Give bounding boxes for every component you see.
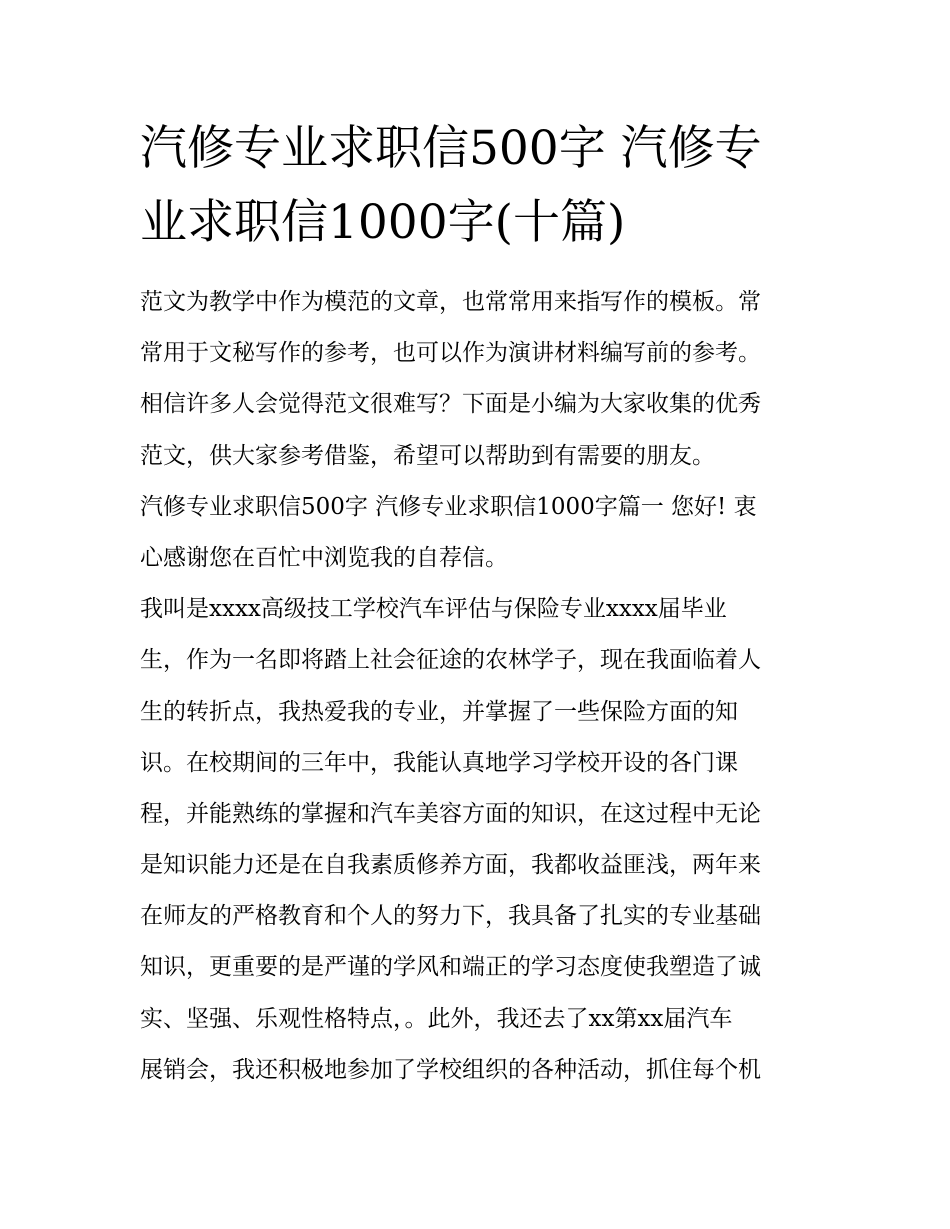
body-line: 展销会，我还积极地参加了学校组织的各种活动，抓住每个机	[140, 1056, 761, 1083]
body-line: 实、坚强、乐观性格特点，。此外，我还去了xx第xx届汽车	[140, 1005, 733, 1032]
document-body	[140, 277, 830, 1096]
body-line: 生，作为一名即将踏上社会征途的农林学子，现在我面临着人	[140, 647, 761, 674]
body-line: 知识，更重要的是严谨的学风和端正的学习态度使我塑造了诚	[140, 954, 761, 981]
body-line: 心感谢您在百忙中浏览我的自荐信。	[140, 544, 508, 571]
title-line-1: 汽修专业求职信500字 汽修专	[140, 121, 762, 176]
body-line: 识。在校期间的三年中，我能认真地学习学校开设的各门课	[140, 749, 738, 776]
body-line: 范文为教学中作为模范的文章，也常常用来指写作的模板。常	[140, 289, 761, 315]
body-line: 相信许多人会觉得范文很难写？下面是小编为大家收集的优秀	[140, 391, 761, 418]
body-line: 汽修专业求职信500字 汽修专业求职信1000字篇一 您好! 衷	[140, 493, 757, 520]
body-line: 我叫是xxxx高级技工学校汽车评估与保险专业xxxx届毕业	[140, 596, 727, 623]
title-line-2: 业求职信1000字(十篇)	[140, 195, 626, 250]
body-line: 程，并能熟练的掌握和汽车美容方面的知识，在这过程中无论	[140, 800, 761, 827]
document-title	[140, 112, 820, 260]
body-line: 生的转折点，我热爱我的专业，并掌握了一些保险方面的知	[140, 698, 738, 725]
body-line: 范文，供大家参考借鉴，希望可以帮助到有需要的朋友。	[140, 442, 715, 469]
body-line: 常用于文秘写作的参考，也可以作为演讲材料编写前的参考。	[140, 340, 761, 367]
body-line: 是知识能力还是在自我素质修养方面，我都收益匪浅，两年来	[140, 852, 761, 879]
body-line: 在师友的严格教育和个人的努力下，我具备了扎实的专业基础	[140, 903, 761, 930]
